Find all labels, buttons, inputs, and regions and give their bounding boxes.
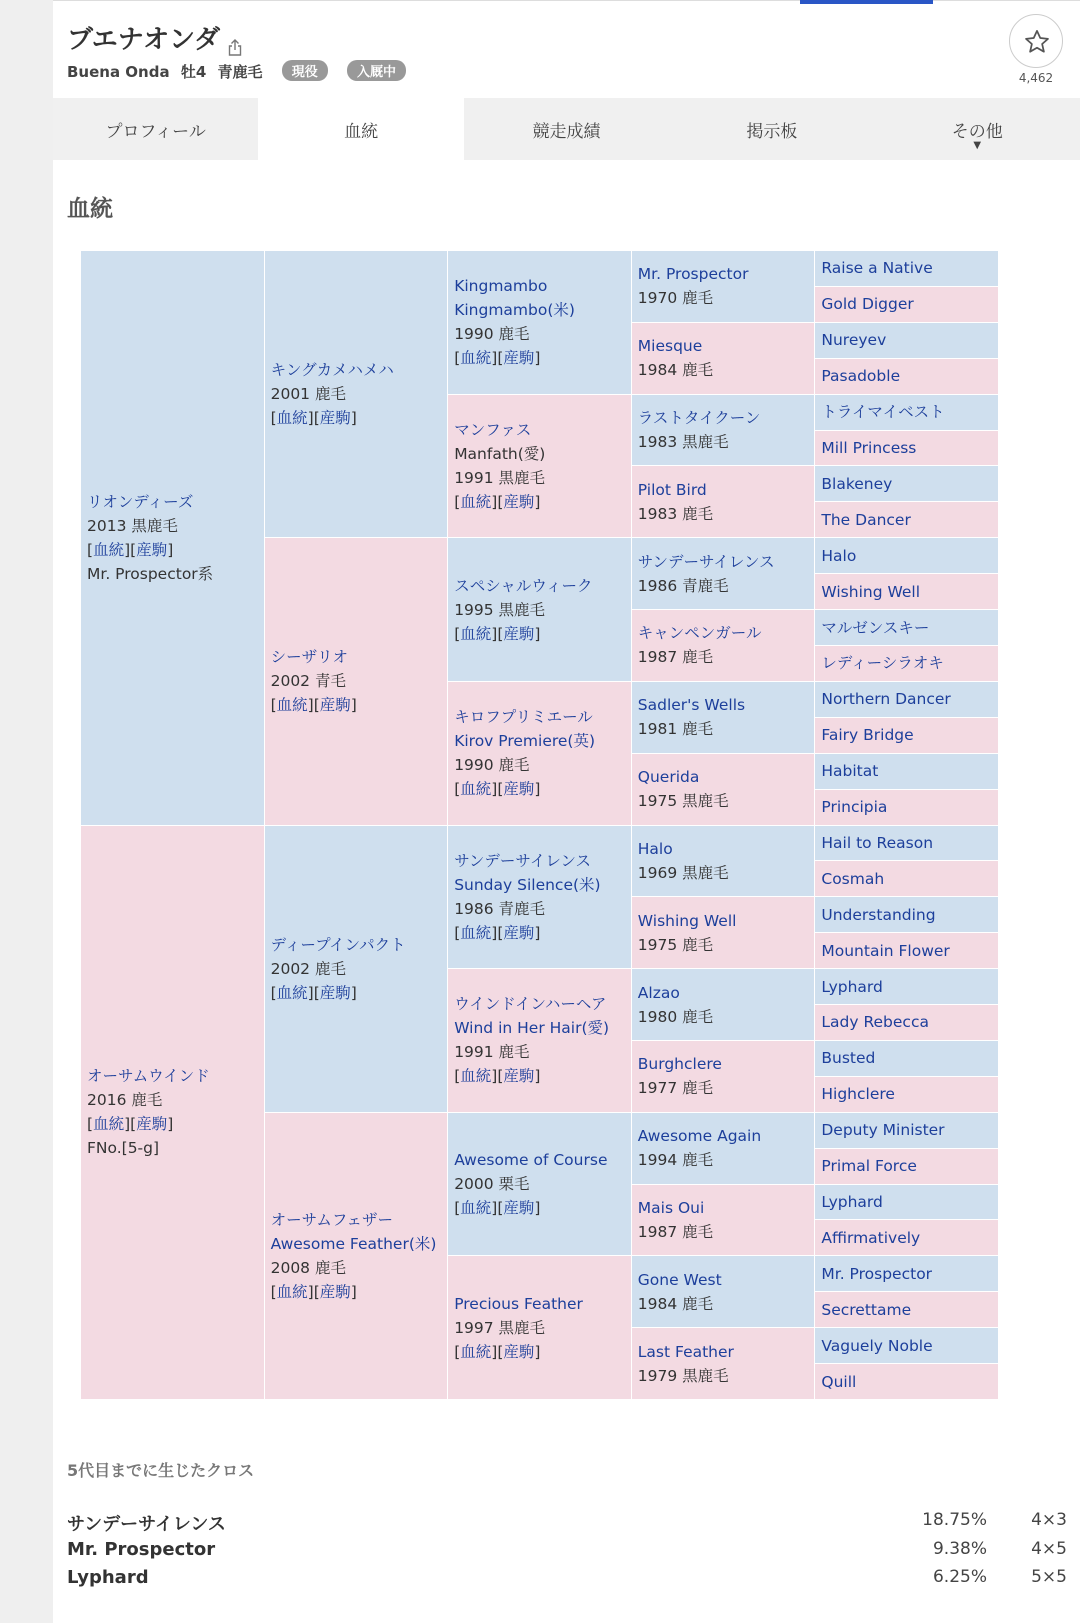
favorite-count: 4,462 — [1018, 71, 1054, 85]
ancestor-info: 1969 黒鹿毛 — [637, 863, 729, 882]
pedigree-cell-g2 — [264, 825, 448, 1112]
pedigree-cell-g3 — [448, 969, 632, 1113]
horse-name-row — [67, 19, 242, 56]
pedigree-cell-g5 — [815, 1148, 999, 1184]
ancestor-info: 1975 鹿毛 — [637, 935, 714, 954]
cross-row — [67, 1510, 1067, 1536]
pedigree-cell-g3 — [448, 1256, 632, 1400]
ancestor-name[interactable]: Halo — [821, 546, 857, 565]
ancestor-name[interactable]: Kingmambo — [454, 277, 548, 296]
ancestor-name[interactable]: スペシャルウィーク — [454, 576, 593, 595]
horse-color: 青鹿毛 — [217, 63, 263, 81]
pedigree-cell-g4 — [631, 322, 815, 394]
ancestor-info: 1983 鹿毛 — [637, 504, 714, 523]
pedigree-links: [血統][産駒] — [454, 349, 541, 368]
tab-label: 掲示板 — [746, 122, 798, 142]
pedigree-link[interactable]: 血統 — [276, 696, 308, 715]
tab-pedigree[interactable] — [258, 98, 463, 160]
pedigree-cell-g5 — [815, 681, 999, 717]
ancestor-name[interactable]: リオンディーズ — [87, 492, 194, 511]
ancestor-name[interactable]: レディーシラオキ — [821, 654, 944, 673]
ancestor-name[interactable]: Wishing Well — [821, 582, 921, 601]
ancestor-info: 1987 鹿毛 — [637, 1222, 714, 1241]
pedigree-cell-g1 — [81, 825, 265, 1400]
ancestor-name[interactable]: Quill — [821, 1372, 857, 1391]
ancestor-info: 1975 黒鹿毛 — [637, 792, 729, 811]
offspring-link[interactable]: 産駒 — [319, 983, 351, 1002]
ancestor-name[interactable]: Northern Dancer — [821, 690, 951, 709]
pedigree-cell-g3 — [448, 825, 632, 969]
tab-label: その他 — [951, 122, 1003, 142]
cross-generation: 4×5 — [1031, 1539, 1067, 1559]
horse-sex-age: 牡4 — [180, 63, 207, 81]
pedigree-cell-g5 — [815, 969, 999, 1005]
ancestor-name[interactable]: Miesque — [637, 337, 703, 356]
ancestor-name[interactable]: ラストタイクーン — [637, 409, 761, 428]
cross-generation: 5×5 — [1031, 1567, 1067, 1587]
pedigree-cell-g5 — [815, 286, 999, 322]
tab-other[interactable] — [875, 98, 1080, 160]
pedigree-cell-g4 — [631, 394, 815, 466]
tab-race-results[interactable] — [464, 98, 669, 160]
ancestor-name[interactable]: Lyphard — [821, 977, 883, 996]
pedigree-cell-g5 — [815, 825, 999, 861]
pedigree-cell-g5 — [815, 753, 999, 789]
ancestor-name[interactable]: Sadler's Wells — [637, 696, 746, 715]
ancestor-name[interactable]: The Dancer — [821, 510, 911, 529]
offspring-link[interactable]: 産駒 — [503, 1342, 535, 1361]
tab-profile[interactable] — [53, 98, 258, 160]
ancestor-line: FNo.[5-g] — [87, 1139, 160, 1158]
offspring-link[interactable]: 産駒 — [136, 1115, 168, 1134]
pedigree-cell-g5 — [815, 1292, 999, 1328]
ancestor-info: 1986 青鹿毛 — [454, 899, 546, 918]
ancestor-name-alt[interactable]: Sunday Silence(米) — [454, 875, 601, 894]
cross-percent: 6.25% — [932, 1567, 987, 1587]
cross-label: 5代目までに生じたクロス — [67, 1461, 255, 1480]
horse-header — [53, 5, 1080, 98]
offspring-link[interactable]: 産駒 — [503, 780, 535, 799]
ancestor-name[interactable]: Nureyev — [821, 331, 887, 350]
ancestor-info: 1984 鹿毛 — [637, 1294, 714, 1313]
pedigree-cell-g5 — [815, 394, 999, 430]
pedigree-cell-g5 — [815, 1076, 999, 1112]
ancestor-info: 1995 黒鹿毛 — [454, 600, 546, 619]
ancestor-line: Mr. Prospector系 — [87, 564, 214, 583]
ancestor-info: 2002 鹿毛 — [270, 959, 346, 978]
ancestor-info: 1991 黒鹿毛 — [454, 468, 546, 487]
pedigree-row — [81, 251, 999, 287]
section-title: 血統 — [67, 196, 113, 222]
tab-label: 競走成績 — [532, 122, 601, 142]
ancestor-name[interactable]: トライマイベスト — [821, 403, 945, 422]
pedigree-cell-g2 — [264, 251, 448, 538]
pedigree-cell-g4 — [631, 1040, 815, 1112]
ancestor-name[interactable]: Halo — [637, 839, 673, 858]
pedigree-cell-g5 — [815, 574, 999, 610]
ancestor-info: 1984 鹿毛 — [637, 361, 714, 380]
ancestor-name[interactable]: Mr. Prospector — [821, 1264, 933, 1283]
ancestor-info: 2008 鹿毛 — [270, 1258, 346, 1277]
pedigree-cell-g5 — [815, 933, 999, 969]
pedigree-cell-g5 — [815, 1112, 999, 1148]
pedigree-cell-g4 — [631, 1112, 815, 1184]
pedigree-links: [血統][産駒] — [454, 492, 541, 511]
offspring-link[interactable]: 産駒 — [503, 492, 535, 511]
ancestor-name[interactable]: サンデーサイレンス — [454, 851, 591, 870]
pedigree-links: [血統][産駒] — [454, 780, 541, 799]
ancestor-name[interactable]: Last Feather — [637, 1342, 734, 1361]
ancestor-name[interactable]: Busted — [821, 1049, 876, 1068]
pedigree-cell-g5 — [815, 322, 999, 358]
horse-meta — [67, 60, 412, 82]
pedigree-cell-g5 — [815, 1364, 999, 1400]
pedigree-cell-g5 — [815, 1184, 999, 1220]
ancestor-name[interactable]: Awesome Again — [637, 1127, 762, 1146]
ancestor-name[interactable]: Lady Rebecca — [821, 1013, 929, 1032]
pedigree-cell-g5 — [815, 645, 999, 681]
cross-horse[interactable]: Lyphard — [67, 1567, 149, 1588]
pedigree-cell-g2 — [264, 538, 448, 825]
share-icon[interactable] — [228, 33, 242, 49]
ancestor-name[interactable]: Understanding — [821, 905, 936, 924]
pedigree-cell-g5 — [815, 861, 999, 897]
ancestor-name[interactable]: Gold Digger — [821, 295, 914, 314]
pedigree-links: [血統][産駒] — [87, 1115, 174, 1134]
ancestor-name[interactable]: Lyphard — [821, 1193, 883, 1212]
ancestor-info: 1970 鹿毛 — [637, 289, 714, 308]
cross-percent: 18.75% — [922, 1510, 987, 1530]
pedigree-cell-g5 — [815, 1328, 999, 1364]
pedigree-cell-g1 — [81, 251, 265, 826]
ancestor-name[interactable]: Mr. Prospector — [637, 265, 749, 284]
pedigree-cell-g2 — [264, 1112, 448, 1399]
pedigree-cell-g5 — [815, 430, 999, 466]
pedigree-links: [血統][産駒] — [454, 1342, 541, 1361]
ancestor-name[interactable]: Pasadoble — [821, 367, 901, 386]
pedigree-cell-g4 — [631, 753, 815, 825]
cross-horse[interactable]: Mr. Prospector — [67, 1539, 216, 1560]
ancestor-name[interactable]: Blakeney — [821, 474, 893, 493]
ancestor-name[interactable]: マンファス — [454, 420, 532, 439]
ancestor-name[interactable]: Secrettame — [821, 1300, 912, 1319]
ancestor-name[interactable]: Precious Feather — [454, 1294, 583, 1313]
ancestor-name[interactable]: Deputy Minister — [821, 1121, 945, 1140]
pedigree-links: [血統][産駒] — [270, 696, 357, 715]
ancestor-name[interactable]: Alzao — [637, 983, 680, 1002]
ancestor-info: 2000 栗毛 — [454, 1175, 530, 1194]
offspring-link[interactable]: 産駒 — [319, 409, 351, 428]
pedigree-cell-g5 — [815, 358, 999, 394]
pedigree-cell-g5 — [815, 897, 999, 933]
pedigree-links: [血統][産駒] — [87, 540, 174, 559]
ancestor-name[interactable]: Highclere — [821, 1085, 895, 1104]
ancestor-info: 1981 鹿毛 — [637, 720, 714, 739]
pedigree-cell-g5 — [815, 251, 999, 287]
pedigree-cell-g5 — [815, 1220, 999, 1256]
ancestor-info: 2013 黒鹿毛 — [87, 516, 178, 535]
horse-name-en: Buena Onda — [67, 63, 170, 81]
offspring-link[interactable]: 産駒 — [503, 1067, 535, 1086]
pedigree-cell-g5 — [815, 1005, 999, 1041]
pedigree-cell-g5 — [815, 789, 999, 825]
pedigree-cell-g4 — [631, 681, 815, 753]
ancestor-name[interactable]: Hail to Reason — [821, 833, 934, 852]
star-icon — [1023, 28, 1051, 56]
pedigree-cell-g3 — [448, 394, 632, 538]
ancestor-name[interactable]: マルゼンスキー — [821, 618, 930, 637]
pedigree-cell-g5 — [815, 717, 999, 753]
pedigree-link[interactable]: 血統 — [276, 1282, 308, 1301]
tab-label: プロフィール — [105, 122, 206, 142]
ancestor-name[interactable]: Mill Princess — [821, 438, 917, 457]
ancestor-name[interactable]: ディープインパクト — [270, 935, 406, 954]
ancestor-name[interactable]: Vaguely Noble — [821, 1336, 933, 1355]
pedigree-cell-g4 — [631, 825, 815, 897]
ancestor-name[interactable]: Primal Force — [821, 1157, 917, 1176]
ancestor-name[interactable]: オーサムウインド — [87, 1067, 210, 1086]
status-badge-stable: 入厩中 — [347, 60, 406, 81]
ancestor-name[interactable]: Mountain Flower — [821, 941, 950, 960]
pedigree-row — [81, 825, 999, 861]
tab-label: 血統 — [344, 122, 379, 142]
pedigree-links: [血統][産駒] — [454, 1199, 541, 1218]
caret-down-icon: ▼ — [973, 140, 982, 151]
pedigree-cell-g3 — [448, 538, 632, 682]
ancestor-name-alt[interactable]: Wind in Her Hair(愛) — [454, 1019, 610, 1038]
tab-board[interactable] — [669, 98, 874, 160]
pedigree-cell-g5 — [815, 1256, 999, 1292]
ancestor-info: 1991 鹿毛 — [454, 1043, 530, 1062]
ancestor-name[interactable]: サンデーサイレンス — [637, 552, 775, 571]
pedigree-link[interactable]: 血統 — [460, 780, 492, 799]
ancestor-name[interactable]: Raise a Native — [821, 259, 933, 278]
ancestor-info: 1980 鹿毛 — [637, 1007, 714, 1026]
ancestor-name[interactable]: Principia — [821, 798, 888, 817]
ancestor-name[interactable]: ウインドインハーヘア — [454, 995, 607, 1014]
ancestor-name-alt[interactable]: Awesome Feather(米) — [270, 1234, 437, 1253]
pedigree-cell-g4 — [631, 897, 815, 969]
offspring-link[interactable]: 産駒 — [319, 1282, 351, 1301]
offspring-link[interactable]: 産駒 — [319, 696, 351, 715]
active-indicator — [800, 0, 933, 4]
pedigree-cell-g4 — [631, 251, 815, 323]
pedigree-link[interactable]: 血統 — [460, 923, 492, 942]
ancestor-name[interactable]: Wishing Well — [637, 911, 737, 930]
ancestor-name[interactable]: Gone West — [637, 1270, 722, 1289]
pedigree-link[interactable]: 血統 — [460, 624, 492, 643]
ancestor-name[interactable]: Fairy Bridge — [821, 726, 914, 745]
ancestor-name-alt: Manfath(愛) — [454, 444, 546, 463]
ancestor-info: 1997 黒鹿毛 — [454, 1318, 546, 1337]
offspring-link[interactable]: 産駒 — [503, 923, 535, 942]
pedigree-links: [血統][産駒] — [454, 923, 541, 942]
cross-row — [67, 1539, 1067, 1565]
ancestor-name[interactable]: Cosmah — [821, 869, 885, 888]
ancestor-info: 1979 黒鹿毛 — [637, 1366, 729, 1385]
horse-name: ブエナオンダ — [67, 25, 221, 55]
favorite-button[interactable] — [1009, 14, 1063, 68]
pedigree-cell-g5 — [815, 1040, 999, 1076]
ancestor-info: 1994 鹿毛 — [637, 1151, 714, 1170]
pedigree-links: [血統][産駒] — [270, 983, 357, 1002]
pedigree-cell-g5 — [815, 538, 999, 574]
ancestor-name[interactable]: オーサムフェザー — [270, 1210, 394, 1229]
ancestor-name[interactable]: キロフプリミエール — [454, 708, 593, 727]
pedigree-cell-g3 — [448, 1112, 632, 1256]
pedigree-cell-g4 — [631, 538, 815, 610]
tab-bar — [53, 98, 1080, 160]
pedigree-cell-g4 — [631, 969, 815, 1041]
cross-row — [67, 1567, 1067, 1593]
offspring-link[interactable]: 産駒 — [503, 349, 535, 368]
pedigree-cell-g5 — [815, 610, 999, 646]
pedigree-link[interactable]: 血統 — [276, 983, 308, 1002]
offspring-link[interactable]: 産駒 — [136, 540, 168, 559]
pedigree-cell-g5 — [815, 466, 999, 502]
pedigree-cell-g5 — [815, 502, 999, 538]
pedigree-link[interactable]: 血統 — [93, 1115, 125, 1134]
ancestor-name[interactable]: Burghclere — [637, 1055, 722, 1074]
ancestor-name[interactable]: Awesome of Course — [454, 1151, 608, 1170]
pedigree-link[interactable]: 血統 — [460, 349, 492, 368]
ancestor-info: 1986 青鹿毛 — [637, 576, 729, 595]
pedigree-cell-g4 — [631, 1256, 815, 1328]
ancestor-name[interactable]: シーザリオ — [270, 648, 348, 667]
ancestor-name[interactable]: キャンペンガール — [637, 624, 762, 643]
ancestor-name-alt[interactable]: Kingmambo(米) — [454, 301, 575, 320]
ancestor-info: 1990 鹿毛 — [454, 756, 530, 775]
cross-percent: 9.38% — [932, 1539, 987, 1559]
pedigree-cell-g4 — [631, 610, 815, 682]
ancestor-name[interactable]: キングカメハメハ — [270, 361, 394, 380]
status-badge-active: 現役 — [282, 60, 328, 81]
pedigree-links: [血統][産駒] — [270, 1282, 357, 1301]
pedigree-link[interactable]: 血統 — [460, 492, 492, 511]
pedigree-cell-g3 — [448, 681, 632, 825]
offspring-link[interactable]: 産駒 — [503, 1199, 535, 1218]
ancestor-name[interactable]: Affirmatively — [821, 1228, 921, 1247]
ancestor-info: 2001 鹿毛 — [270, 385, 346, 404]
ancestor-name[interactable]: Pilot Bird — [637, 480, 707, 499]
ancestor-info: 1983 黒鹿毛 — [637, 433, 729, 452]
pedigree-links: [血統][産駒] — [270, 409, 357, 428]
ancestor-info: 2016 鹿毛 — [87, 1091, 163, 1110]
ancestor-info: 2002 青毛 — [270, 672, 346, 691]
pedigree-table — [80, 250, 999, 1400]
ancestor-info: 1977 鹿毛 — [637, 1079, 714, 1098]
ancestor-name[interactable]: Mais Oui — [637, 1198, 705, 1217]
pedigree-link[interactable]: 血統 — [460, 1067, 492, 1086]
pedigree-link[interactable]: 血統 — [460, 1199, 492, 1218]
pedigree-cell-g4 — [631, 466, 815, 538]
cross-generation: 4×3 — [1031, 1510, 1067, 1530]
ancestor-name[interactable]: Querida — [637, 768, 700, 787]
pedigree-links: [血統][産駒] — [454, 1067, 541, 1086]
pedigree-cell-g3 — [448, 251, 632, 395]
pedigree-link[interactable]: 血統 — [460, 1342, 492, 1361]
ancestor-name[interactable]: Habitat — [821, 762, 879, 781]
ancestor-info: 1987 鹿毛 — [637, 648, 714, 667]
offspring-link[interactable]: 産駒 — [503, 624, 535, 643]
pedigree-links: [血統][産駒] — [454, 624, 541, 643]
page — [53, 0, 1080, 1623]
ancestor-name-alt[interactable]: Kirov Premiere(英) — [454, 732, 596, 751]
ancestor-info: 1990 鹿毛 — [454, 325, 530, 344]
pedigree-cell-g4 — [631, 1184, 815, 1256]
cross-horse[interactable]: サンデーサイレンス — [67, 1514, 226, 1535]
pedigree-link[interactable]: 血統 — [276, 409, 308, 428]
pedigree-link[interactable]: 血統 — [93, 540, 125, 559]
pedigree-cell-g4 — [631, 1328, 815, 1400]
